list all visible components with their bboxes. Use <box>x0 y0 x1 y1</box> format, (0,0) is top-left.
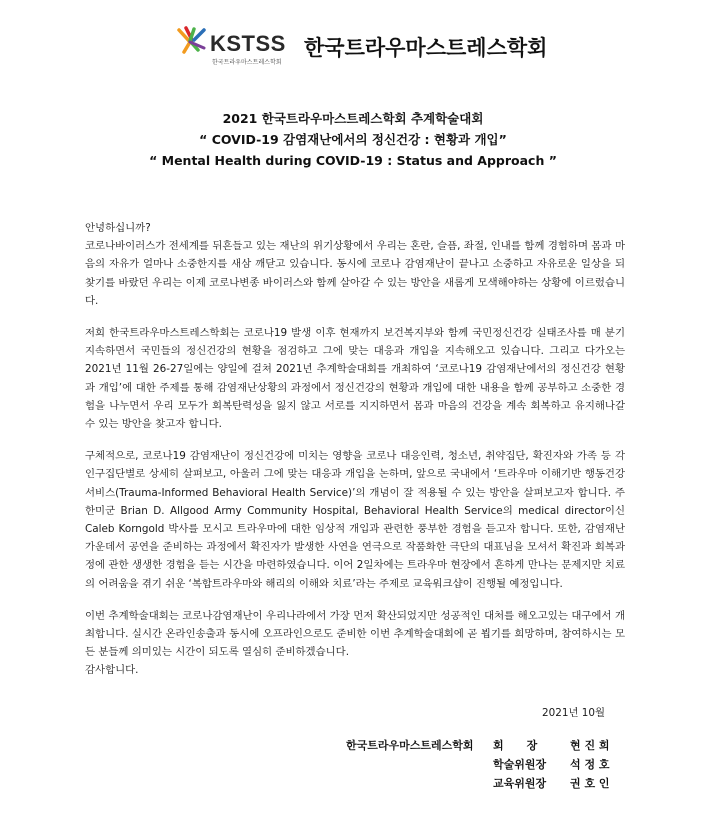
signature-org: 한국트라우마스트레스학회 <box>346 739 474 752</box>
paragraph-4: 이번 추계학술대회는 코로나감염재난이 우리나라에서 가장 먼저 확산되었지만 성공적인 대처를 해오고있는 대구에서 개최합니다. 실시간 온라인송출과 동시에 오프라인으로도 준비한 이번 추계학술대회에 곧 뵙기를 희망하며, 참여하시는 모든 분들께 의미있는 시간이 되도록 열심히 준비하겠습니다. <box>85 609 625 659</box>
kstss-logo <box>176 26 300 66</box>
signature-title-education: 교육위원장 <box>493 777 547 790</box>
paragraph-1: 코로나바이러스가 전세계를 뒤흔들고 있는 재난의 위기상황에서 우리는 혼란, 슬픔, 좌절, 인내를 함께 경험하며 몸과 마음의 자유가 얼마나 소중한지를 새삼 깨닫고 있습니다. 동시에 코로나 감염재난이 끝나고 소중하고 자유로운 일상을 되찾기를 바랐던 우리는 이제 코로나변종 바이러스와 함께 살아갈 수 있는 방안을 새롭게 모색해야하는 상황에 이르렀습니다. <box>85 240 625 307</box>
logo-mark-icon <box>176 26 212 56</box>
header <box>0 24 706 68</box>
signature-title-president: 회 장 <box>493 739 538 752</box>
conference-heading <box>0 108 706 171</box>
org-title: 한국트라우마스트레스학회 <box>304 36 548 60</box>
conference-theme-ko: “ COVID-19 감염재난에서의 정신건강 : 현황과 개입” <box>199 132 507 147</box>
logo-subtitle: 한국트라우마스트레스학회 <box>212 59 282 66</box>
signature-name-academic: 석 정 호 <box>570 758 610 771</box>
paragraph-2: 저희 한국트라우마스트레스학회는 코로나19 발생 이후 현재까지 보건복지부와 함께 국민정신건강 실태조사를 매 분기 지속하면서 국민들의 정신건강의 현황을 점검하고 그에 맞는 대응과 개입을 지속해오고 있습니다. 그리고 다가오는 2021년 11월 26-27일에는 양일에 걸쳐 2021년 추계학술대회를 개최하여 ‘코로나19 감염재난에서의 정신건강 현황과 개입’에 대한 주제를 통해 감염재난상황의 과정에서 정신건강의 현황과 개입에 대한 내용을 함께 공부하고 소중한 경험을 나누면서 우리 모두가 회복탄력성을 잃지 않고 서로를 지지하면서 몸과 마음의 건강을 계속 회복하고 유지해나갈 수 있는 방안을 찾고자 합니다. <box>85 327 625 431</box>
signature-name-education: 권 호 인 <box>570 777 610 790</box>
greeting: 안녕하십니까? <box>85 222 151 234</box>
conference-theme-en: “ Mental Health during COVID-19 : Status and Approach ” <box>149 153 557 168</box>
signature-name-president: 현 진 희 <box>570 739 610 752</box>
paragraph-3: 구체적으로, 코로나19 감염재난이 정신건강에 미치는 영향을 코로나 대응인력, 청소년, 취약집단, 확진자와 가족 등 각 인구집단별로 상세히 살펴보고, 아울러 그에 맞는 대응과 개입을 논하며, 앞으로 국내에서 ‘트라우마 이해기반 행동건강서비스(Trauma-Informed Behavioral Health Service)’의 개념이 잘 적용될 수 있는 방안을 살펴보고자 합니다. 주한미군 Brian D. Allgood Army Community Hospital, Behavioral Health Service의 medical director이신 Caleb Korngold 박사를 모시고 트라우마에 대한 임상적 개입과 관련한 풍부한 경험을 듣고자 합니다. 또한, 감염재난 가운데서 공연을 준비하는 과정에서 확진자가 발생한 사연을 연극으로 작품화한 극단의 대표님을 모셔서 확진과 회복과정에 관한 생생한 경험을 듣는 시간을 마련하였습니다. 이어 2일차에는 트라우마 현장에서 흔하게 만나는 문제지만 치료의 어려움을 겪기 쉬운 ‘복합트라우마와 해리의 이해와 치료’라는 주제로 교육워크샵이 진행될 예정입니다. <box>85 450 625 590</box>
letter-date: 2021년 10월 <box>542 707 606 719</box>
letter-body <box>85 219 625 680</box>
closing: 감사합니다. <box>85 664 139 677</box>
logo-text: KSTSS <box>210 31 286 56</box>
conference-title: 2021 한국트라우마스트레스학회 추계학술대회 <box>222 111 484 126</box>
signature-title-academic: 학술위원장 <box>493 758 547 771</box>
